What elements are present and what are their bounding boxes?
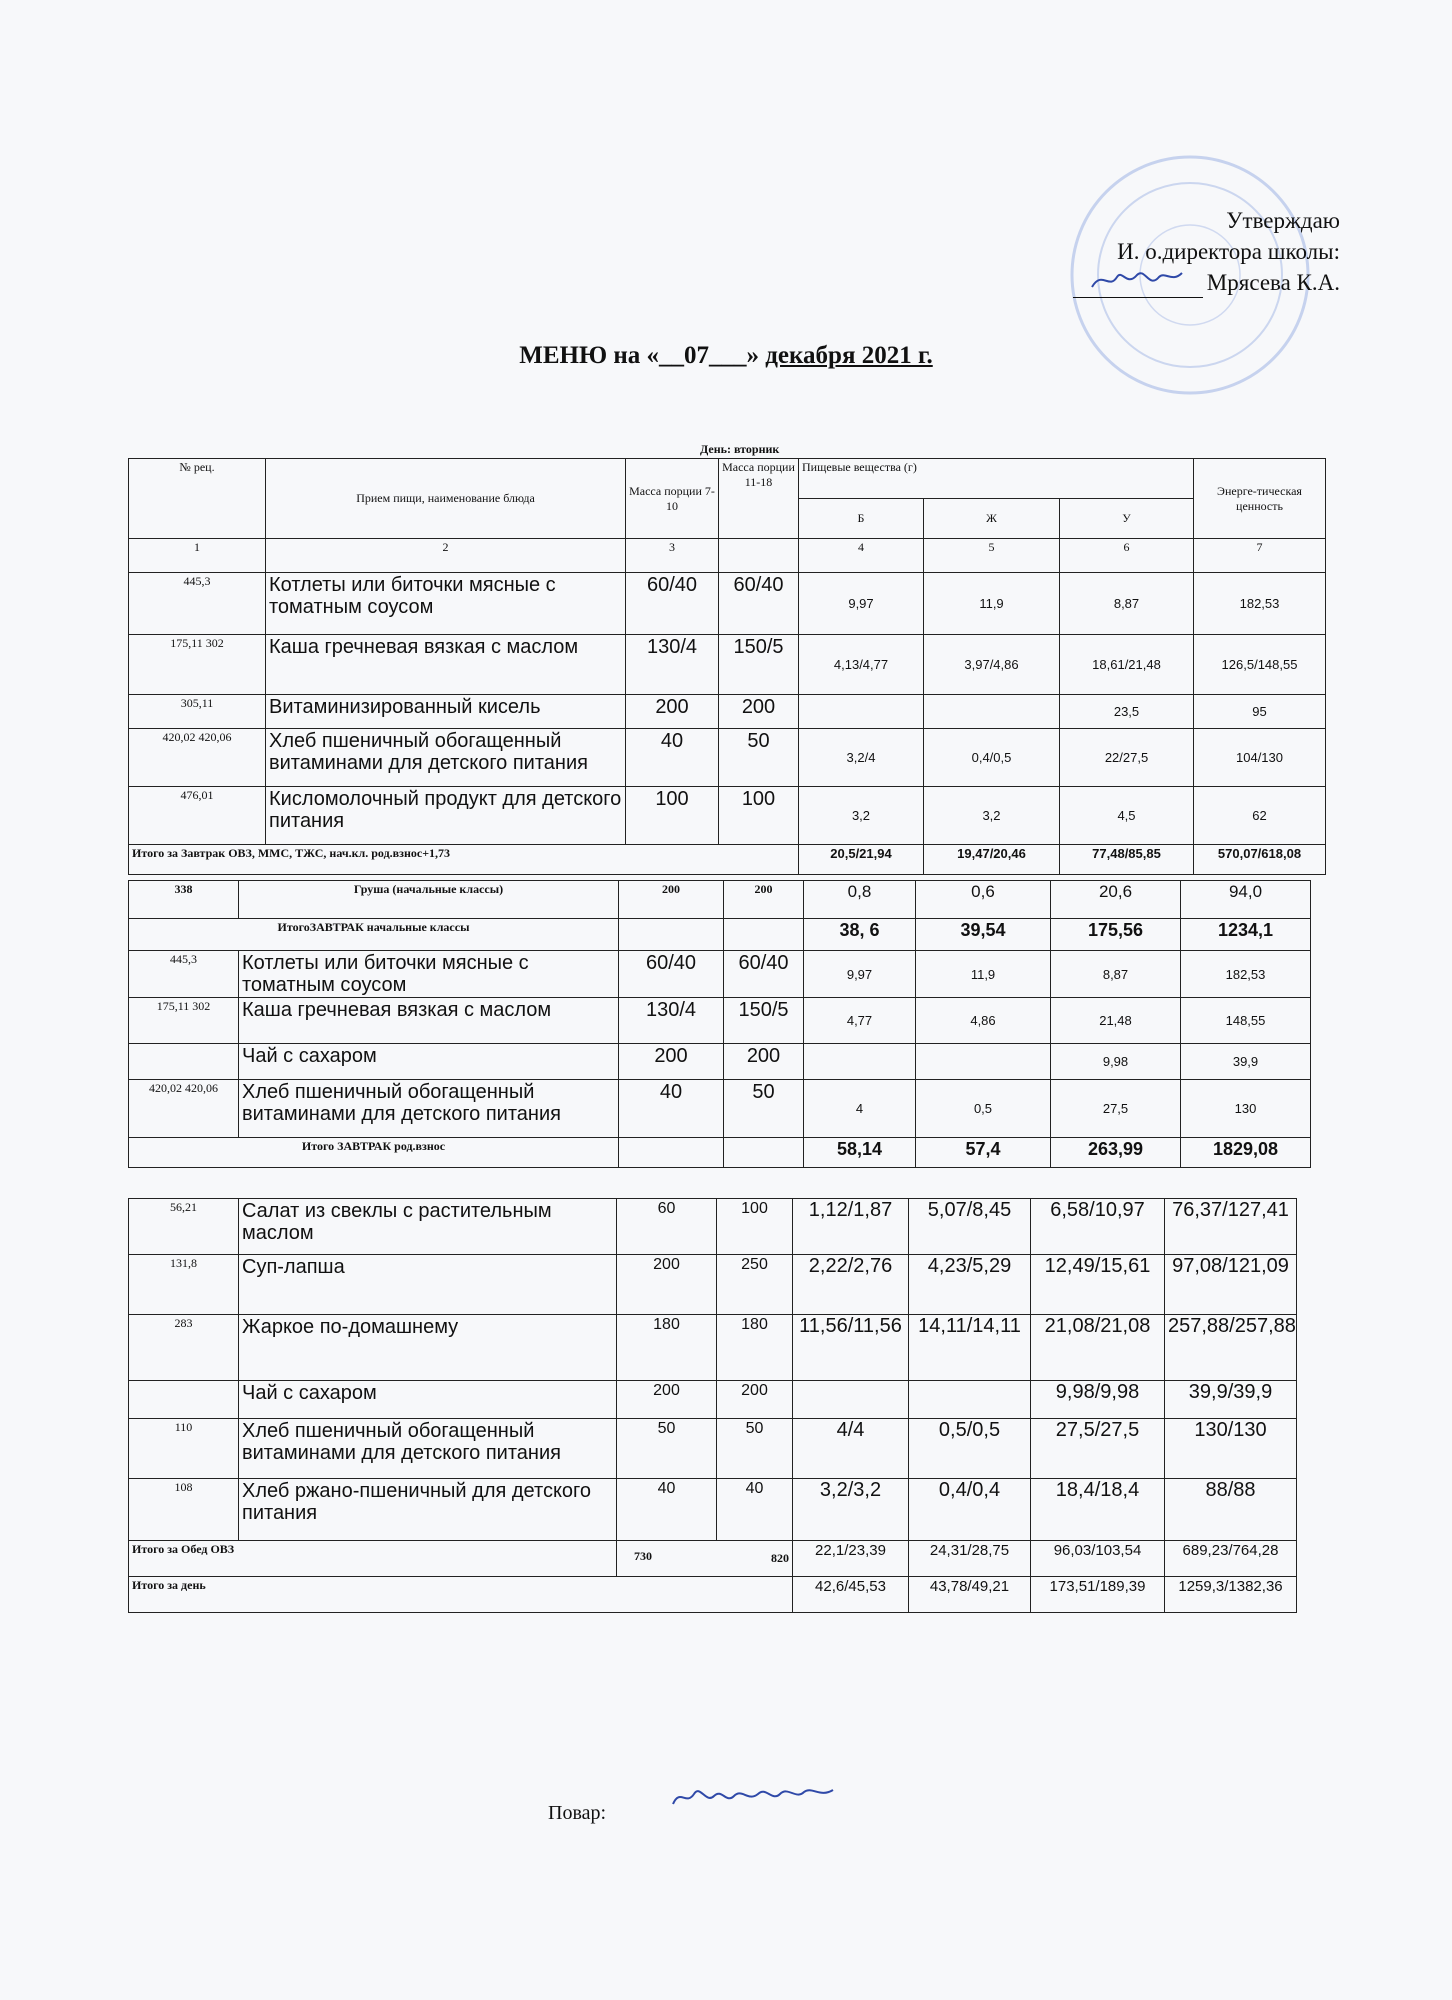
- total-paid-carbs: 263,99: [1051, 1138, 1181, 1168]
- dish-carbs: 27,5/27,5: [1031, 1419, 1165, 1479]
- header-name: Прием пищи, наименование блюда: [266, 459, 626, 539]
- dish-carbs: 12,49/15,61: [1031, 1255, 1165, 1315]
- column-number-empty: [719, 539, 799, 573]
- approval-signature-line: [1020, 267, 1340, 298]
- dish-protein: [793, 1381, 909, 1419]
- column-number: 1: [129, 539, 266, 573]
- dish-energy: 130/130: [1165, 1419, 1297, 1479]
- dish-name: Витаминизированный кисель: [266, 695, 626, 729]
- dish-energy: 130: [1181, 1080, 1311, 1138]
- director-name: Мрясева К.А.: [1206, 270, 1340, 295]
- dish-fat: 0,4/0,4: [909, 1479, 1031, 1541]
- dish-name: Жаркое по-домашнему: [239, 1315, 617, 1381]
- dish-mass-11-18: 50: [724, 1080, 804, 1138]
- dish-protein: 1,12/1,87: [793, 1199, 909, 1255]
- header-energy: Энерге-тическая ценность: [1194, 459, 1326, 539]
- dish-rec-number: 175,11 302: [129, 635, 266, 695]
- total-primary-empty: [724, 919, 804, 951]
- dish-protein: 11,56/11,56: [793, 1315, 909, 1381]
- dish-carbs: 8,87: [1060, 573, 1194, 635]
- total-ovz-fat: 19,47/20,46: [924, 845, 1060, 875]
- dish-protein: 4/4: [793, 1419, 909, 1479]
- dish-rec-number: 476,01: [129, 787, 266, 845]
- dish-mass-7-10: 180: [617, 1315, 717, 1381]
- menu-row: [129, 1419, 1297, 1479]
- menu-row: [129, 1381, 1297, 1419]
- dish-name: Котлеты или биточки мясные с томатным соусом: [266, 573, 626, 635]
- dish-protein: 3,2/4: [799, 729, 924, 787]
- dish-mass-11-18: 60/40: [724, 951, 804, 998]
- dish-protein: 3,2/3,2: [793, 1479, 909, 1541]
- dish-protein: 3,2: [799, 787, 924, 845]
- dish-protein: 4,13/4,77: [799, 635, 924, 695]
- dish-energy: 95: [1194, 695, 1326, 729]
- dish-energy: 182,53: [1181, 951, 1311, 998]
- pear-energy: 94,0: [1181, 881, 1311, 919]
- menu-row: [129, 1479, 1297, 1541]
- dish-mass-11-18: 200: [724, 1044, 804, 1080]
- total-lunch-label: [129, 1541, 652, 1577]
- header-mass-11-18: Масса порции 11-18: [719, 459, 799, 539]
- pear-row: [129, 881, 1311, 919]
- dish-carbs: 22/27,5: [1060, 729, 1194, 787]
- dish-name: Суп-лапша: [239, 1255, 617, 1315]
- director-signature: [1073, 275, 1203, 298]
- total-paid-fat: 57,4: [916, 1138, 1051, 1168]
- dish-carbs: 21,08/21,08: [1031, 1315, 1165, 1381]
- dish-rec-number: 305,11: [129, 695, 266, 729]
- dish-mass-7-10: 200: [619, 1044, 724, 1080]
- menu-table-breakfast: [128, 458, 1326, 875]
- dish-mass-11-18: 40: [717, 1479, 793, 1541]
- breakfast-ovz-rows: [129, 573, 1326, 845]
- dish-carbs: 6,58/10,97: [1031, 1199, 1165, 1255]
- dish-mass-11-18: 100: [717, 1199, 793, 1255]
- menu-row: [129, 635, 1326, 695]
- dish-carbs: 23,5: [1060, 695, 1194, 729]
- dish-mass-7-10: 60/40: [619, 951, 724, 998]
- total-lunch-carbs: 96,03/103,54: [1031, 1541, 1165, 1577]
- header-fat: Ж: [924, 499, 1060, 539]
- total-day-fat: 43,78/49,21: [909, 1577, 1031, 1613]
- dish-carbs: 21,48: [1051, 998, 1181, 1044]
- dish-fat: 5,07/8,45: [909, 1199, 1031, 1255]
- dish-fat: 4,23/5,29: [909, 1255, 1031, 1315]
- menu-row: [129, 1199, 1297, 1255]
- dish-rec-number: [129, 1381, 239, 1419]
- total-day-row: [129, 1577, 1297, 1613]
- total-primary-energy: 1234,1: [1181, 919, 1311, 951]
- column-number: 7: [1194, 539, 1326, 573]
- cook-label: Повар:: [548, 1802, 607, 1824]
- header-row: [129, 459, 1326, 499]
- dish-rec-number: 420,02 420,06: [129, 729, 266, 787]
- dish-carbs: 18,61/21,48: [1060, 635, 1194, 695]
- total-paid-protein: 58,14: [804, 1138, 916, 1168]
- total-paid-label: Итого ЗАВТРАК род.взнос: [129, 1138, 619, 1168]
- dish-rec-number: 445,3: [129, 573, 266, 635]
- dish-energy: 97,08/121,09: [1165, 1255, 1297, 1315]
- total-lunch-energy: 689,23/764,28: [1165, 1541, 1297, 1577]
- dish-name: Хлеб ржано-пшеничный для детского питания: [239, 1479, 617, 1541]
- total-ovz-carbs: 77,48/85,85: [1060, 845, 1194, 875]
- dish-mass-11-18: 200: [719, 695, 799, 729]
- dish-name: Котлеты или биточки мясные с томатным соусом: [239, 951, 619, 998]
- column-number: 2: [266, 539, 626, 573]
- total-paid-row: [129, 1138, 1311, 1168]
- dish-mass-7-10: 200: [617, 1381, 717, 1419]
- total-paid-empty: [619, 1138, 724, 1168]
- total-primary-empty: [619, 919, 724, 951]
- day-label: День: вторник: [700, 442, 780, 456]
- pear-carbs: 20,6: [1051, 881, 1181, 919]
- cook-signature: [668, 1776, 838, 1816]
- dish-name: Чай с сахаром: [239, 1044, 619, 1080]
- dish-mass-7-10: 60/40: [626, 573, 719, 635]
- menu-row: [129, 695, 1326, 729]
- dish-protein: [804, 1044, 916, 1080]
- dish-rec-number: [129, 1044, 239, 1080]
- total-lunch-mass-11-18: 820: [617, 1541, 793, 1577]
- menu-row: [129, 1044, 1311, 1080]
- menu-table-primary: [128, 880, 1311, 1168]
- lunch-rows: [129, 1199, 1297, 1541]
- dish-fat: 11,9: [924, 573, 1060, 635]
- total-lunch-title: Итого за Обед ОВЗ: [132, 1542, 235, 1556]
- dish-mass-7-10: 200: [626, 695, 719, 729]
- total-lunch-fat: 24,31/28,75: [909, 1541, 1031, 1577]
- dish-rec-number: 175,11 302: [129, 998, 239, 1044]
- total-day-energy: 1259,3/1382,36: [1165, 1577, 1297, 1613]
- dish-carbs: 4,5: [1060, 787, 1194, 845]
- menu-row: [129, 951, 1311, 998]
- cook-block: [548, 1802, 606, 1825]
- dish-rec-number: 56,21: [129, 1199, 239, 1255]
- dish-mass-7-10: 40: [626, 729, 719, 787]
- approval-block: [1020, 205, 1340, 298]
- dish-fat: 0,5/0,5: [909, 1419, 1031, 1479]
- dish-fat: 3,97/4,86: [924, 635, 1060, 695]
- total-day-label: Итого за день: [129, 1577, 793, 1613]
- dish-rec-number: 108: [129, 1479, 239, 1541]
- menu-row: [129, 787, 1326, 845]
- menu-row: [129, 573, 1326, 635]
- breakfast-paid-rows: [129, 951, 1311, 1138]
- menu-row: [129, 729, 1326, 787]
- dish-name: Каша гречневая вязкая с маслом: [239, 998, 619, 1044]
- dish-fat: 14,11/14,11: [909, 1315, 1031, 1381]
- total-lunch-row: [129, 1541, 1297, 1577]
- page-title: [0, 342, 1452, 370]
- dish-fat: [924, 695, 1060, 729]
- header-rec: № рец.: [129, 459, 266, 539]
- dish-mass-7-10: 200: [617, 1255, 717, 1315]
- dish-rec-number: 283: [129, 1315, 239, 1381]
- title-month: декабря 2021 г.: [765, 342, 933, 369]
- dish-mass-7-10: 100: [626, 787, 719, 845]
- menu-row: [129, 1080, 1311, 1138]
- total-ovz-energy: 570,07/618,08: [1194, 845, 1326, 875]
- dish-name: Кисломолочный продукт для детского питания: [266, 787, 626, 845]
- dish-energy: 76,37/127,41: [1165, 1199, 1297, 1255]
- menu-table-lunch: [128, 1198, 1297, 1613]
- column-number: 3: [626, 539, 719, 573]
- dish-mass-7-10: 40: [619, 1080, 724, 1138]
- dish-energy: 39,9: [1181, 1044, 1311, 1080]
- approval-title: Утверждаю: [1226, 208, 1340, 233]
- menu-row: [129, 1315, 1297, 1381]
- dish-name: Хлеб пшеничный обогащенный витаминами для детского питания: [239, 1419, 617, 1479]
- dish-name: Хлеб пшеничный обогащенный витаминами для детского питания: [266, 729, 626, 787]
- total-ovz-label: Итого за Завтрак ОВЗ, ММС, ТЖС, нач.кл. род.взнос+1,73: [129, 845, 799, 875]
- dish-mass-7-10: 130/4: [626, 635, 719, 695]
- dish-fat: 0,5: [916, 1080, 1051, 1138]
- header-mass-7-10: Масса порции 7-10: [626, 459, 719, 539]
- dish-mass-7-10: 60: [617, 1199, 717, 1255]
- pear-name: Груша (начальные классы): [239, 881, 619, 919]
- dish-mass-11-18: 50: [719, 729, 799, 787]
- pear-mass-7-10: 200: [619, 881, 724, 919]
- dish-protein: 9,97: [799, 573, 924, 635]
- dish-energy: 88/88: [1165, 1479, 1297, 1541]
- dish-carbs: 27,5: [1051, 1080, 1181, 1138]
- dish-energy: 39,9/39,9: [1165, 1381, 1297, 1419]
- dish-fat: 11,9: [916, 951, 1051, 998]
- dish-mass-11-18: 60/40: [719, 573, 799, 635]
- header-protein: Б: [799, 499, 924, 539]
- dish-mass-11-18: 150/5: [724, 998, 804, 1044]
- dish-mass-7-10: 40: [617, 1479, 717, 1541]
- dish-protein: 4,77: [804, 998, 916, 1044]
- dish-name: Салат из свеклы с растительным маслом: [239, 1199, 617, 1255]
- total-primary-fat: 39,54: [916, 919, 1051, 951]
- dish-carbs: 9,98/9,98: [1031, 1381, 1165, 1419]
- dish-carbs: 8,87: [1051, 951, 1181, 998]
- column-number: 6: [1060, 539, 1194, 573]
- dish-rec-number: 420,02 420,06: [129, 1080, 239, 1138]
- pear-mass-11-18: 200: [724, 881, 804, 919]
- total-primary-carbs: 175,56: [1051, 919, 1181, 951]
- dish-rec-number: 110: [129, 1419, 239, 1479]
- header-nutrients: Пищевые вещества (г): [799, 459, 1194, 499]
- total-lunch-protein: 22,1/23,39: [793, 1541, 909, 1577]
- total-day-protein: 42,6/45,53: [793, 1577, 909, 1613]
- column-number: 4: [799, 539, 924, 573]
- dish-name: Каша гречневая вязкая с маслом: [266, 635, 626, 695]
- total-primary-label: ИтогоЗАВТРАК начальные классы: [129, 919, 619, 951]
- pear-fat: 0,6: [916, 881, 1051, 919]
- dish-protein: [799, 695, 924, 729]
- dish-fat: 3,2: [924, 787, 1060, 845]
- dish-energy: 257,88/257,88: [1165, 1315, 1297, 1381]
- dish-name: Хлеб пшеничный обогащенный витаминами для детского питания: [239, 1080, 619, 1138]
- dish-rec-number: 445,3: [129, 951, 239, 998]
- dish-name: Чай с сахаром: [239, 1381, 617, 1419]
- dish-protein: 4: [804, 1080, 916, 1138]
- dish-mass-11-18: 200: [717, 1381, 793, 1419]
- dish-carbs: 9,98: [1051, 1044, 1181, 1080]
- dish-fat: [909, 1381, 1031, 1419]
- dish-mass-11-18: 250: [717, 1255, 793, 1315]
- dish-mass-7-10: 130/4: [619, 998, 724, 1044]
- pear-protein: 0,8: [804, 881, 916, 919]
- total-paid-energy: 1829,08: [1181, 1138, 1311, 1168]
- menu-row: [129, 998, 1311, 1044]
- total-lunch-mass-7-10: 730: [634, 1549, 652, 1563]
- dish-protein: 9,97: [804, 951, 916, 998]
- total-primary-protein: 38, 6: [804, 919, 916, 951]
- dish-carbs: 18,4/18,4: [1031, 1479, 1165, 1541]
- total-day-carbs: 173,51/189,39: [1031, 1577, 1165, 1613]
- dish-mass-11-18: 150/5: [719, 635, 799, 695]
- dish-energy: 62: [1194, 787, 1326, 845]
- header-carbs: У: [1060, 499, 1194, 539]
- total-paid-empty: [724, 1138, 804, 1168]
- dish-energy: 104/130: [1194, 729, 1326, 787]
- pear-rec: 338: [129, 881, 239, 919]
- column-number-row: [129, 539, 1326, 573]
- dish-fat: 4,86: [916, 998, 1051, 1044]
- dish-energy: 148,55: [1181, 998, 1311, 1044]
- total-ovz-protein: 20,5/21,94: [799, 845, 924, 875]
- title-prefix: МЕНЮ на «__07___»: [519, 342, 760, 369]
- dish-fat: 0,4/0,5: [924, 729, 1060, 787]
- total-ovz-row: [129, 845, 1326, 875]
- dish-protein: 2,22/2,76: [793, 1255, 909, 1315]
- dish-mass-11-18: 100: [719, 787, 799, 845]
- total-primary-row: [129, 919, 1311, 951]
- dish-rec-number: 131,8: [129, 1255, 239, 1315]
- dish-mass-11-18: 180: [717, 1315, 793, 1381]
- dish-mass-7-10: 50: [617, 1419, 717, 1479]
- dish-energy: 182,53: [1194, 573, 1326, 635]
- dish-fat: [916, 1044, 1051, 1080]
- dish-energy: 126,5/148,55: [1194, 635, 1326, 695]
- menu-row: [129, 1255, 1297, 1315]
- approval-position: И. о.директора школы:: [1117, 239, 1340, 264]
- dish-mass-11-18: 50: [717, 1419, 793, 1479]
- column-number: 5: [924, 539, 1060, 573]
